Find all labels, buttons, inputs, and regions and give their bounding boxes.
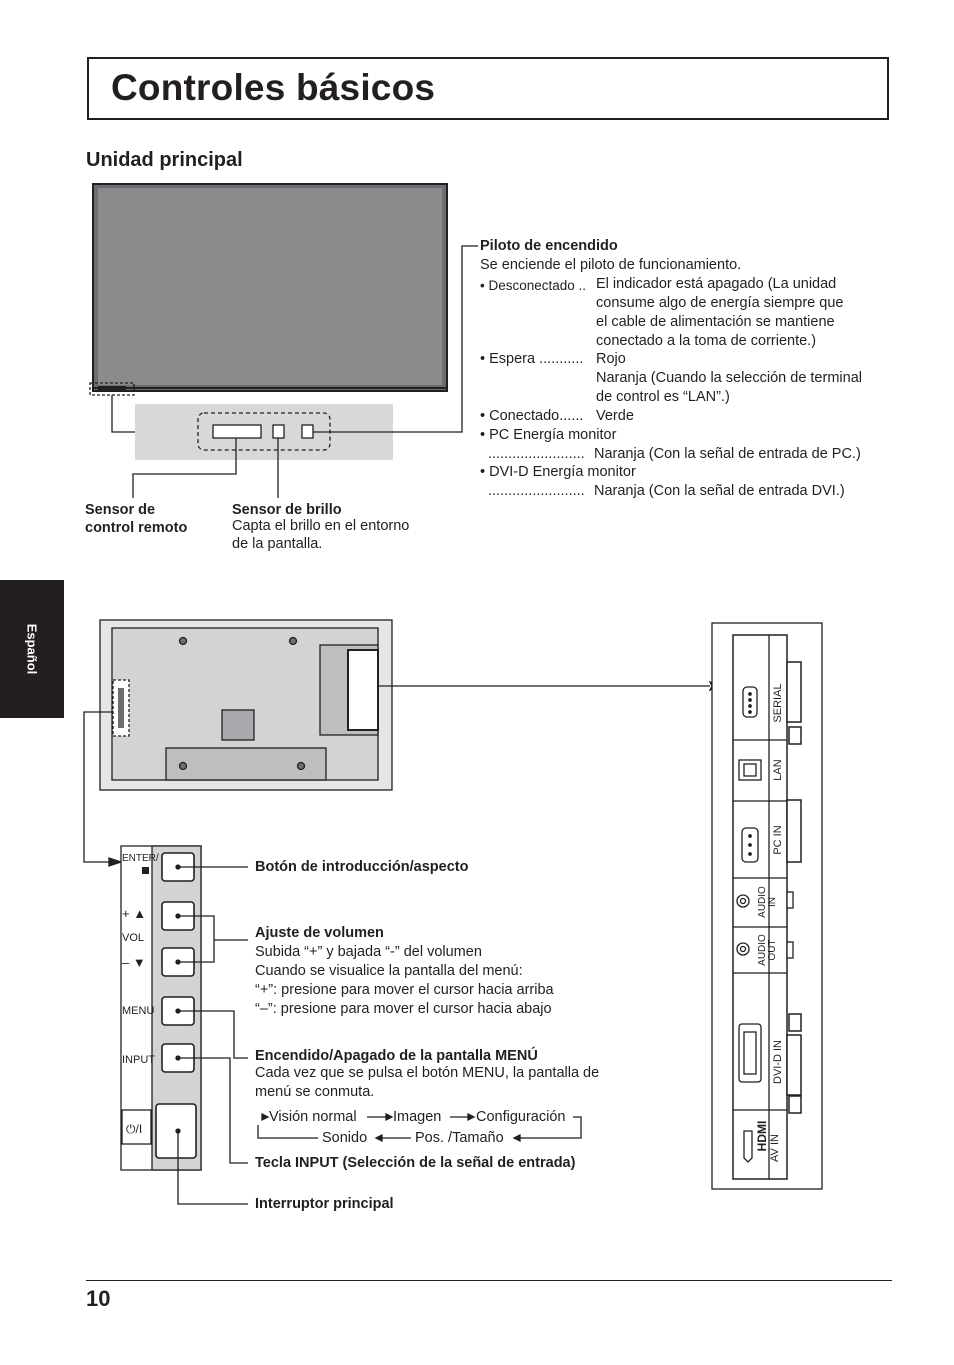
state-standby-line: Rojo [596,351,626,367]
vol-down-label: – ▼ [122,955,146,970]
state-pc-power-key: • PC Energía monitor [480,427,617,443]
menu-desc: Cada vez que se pulsa el botón MENU, la pantalla de [255,1065,600,1081]
state-off-line: conectado a la toma de corriente.) [596,333,817,349]
rear-display-illustration [100,620,392,790]
section-title: Unidad principal [86,149,243,171]
volume-line: Cuando se visualice la pantalla del menú: [255,963,523,979]
power-switch-desc: Interruptor principal [255,1196,394,1212]
front-display-illustration [90,184,447,395]
terminal-dvi-in-label: DVI-D IN [772,1040,784,1084]
brightness-sensor-title: Sensor de brillo [232,502,342,518]
volume-title: Ajuste de volumen [255,925,384,941]
language-tab-label: Español [24,623,40,675]
enter-button-label: ENTER/ [122,853,159,864]
menu-cycle-item: Pos. /Tamaño [415,1130,504,1146]
state-on-key: • Conectado...... [480,408,584,424]
footer-rule [86,1280,892,1281]
power-indicator-desc: Se enciende el piloto de funcionamiento. [480,257,742,273]
hdmi-logo: HDMI [755,1120,769,1152]
page-title: Controles básicos [111,67,436,108]
terminal-serial-label: SERIAL [772,683,784,723]
state-dvi-power-dots: ........................ [488,483,585,499]
power-indicator-title: Piloto de encendido [480,238,618,254]
state-off-line: el cable de alimentación se mantiene [596,314,835,330]
volume-line: Subida “+” y bajada “-” del volumen [255,944,482,960]
vol-label: VOL [122,932,145,944]
menu-desc: menú se conmuta. [255,1084,375,1100]
state-off-key: • Desconectado .. [480,278,587,293]
page-number: 10 [86,1286,111,1311]
terminal-pc-in-label: PC IN [772,825,784,855]
terminal-audio-in-label: AUDIO IN [757,886,778,918]
state-pc-power-line: Naranja (Con la señal de entrada de PC.) [594,446,861,462]
menu-button-label: MENU [122,1005,155,1017]
menu-cycle-item: Sonido [322,1130,368,1146]
enter-button-desc: Botón de introducción/aspecto [255,859,469,875]
volume-line: “–”: presione para mover el cursor hacia abajo [255,1001,552,1017]
state-standby-key: • Espera ........... [480,351,584,367]
menu-cycle-item: Configuración [476,1109,566,1125]
state-standby-line: Naranja (Cuando la selección de terminal [596,370,862,386]
menu-title: Encendido/Apagado de la pantalla MENÚ [255,1048,538,1064]
menu-cycle-item: Visión normal [269,1109,357,1125]
remote-sensor-label: control remoto [85,520,188,536]
state-off-line: consume algo de energía siempre que [596,295,844,311]
vol-up-label: + ▲ [122,906,147,921]
state-standby-line: de control es “LAN”.) [596,389,730,405]
state-on-line: Verde [596,408,634,424]
power-button-label: ⏻/I [126,1122,143,1136]
brightness-sensor-desc: de la pantalla. [232,536,323,552]
state-off-line: El indicador está apagado (La unidad [596,276,837,292]
volume-line: “+”: presione para mover el cursor hacia arriba [255,982,554,998]
terminal-audio-out-label: AUDIO OUT [757,934,778,966]
remote-sensor-label: Sensor de [85,502,156,518]
input-key-desc: Tecla INPUT (Selección de la señal de entrada) [255,1155,576,1171]
terminal-lan-label: LAN [772,759,784,781]
state-pc-power-dots: ........................ [488,446,585,462]
menu-cycle-item: Imagen [393,1109,442,1125]
state-dvi-power-key: • DVI-D Energía monitor [480,464,636,480]
state-dvi-power-line: Naranja (Con la señal de entrada DVI.) [594,483,845,499]
brightness-sensor-desc: Capta el brillo en el entorno [232,518,410,534]
input-button-label: INPUT [122,1054,155,1066]
terminal-av-in-label: AV IN [769,1134,781,1162]
